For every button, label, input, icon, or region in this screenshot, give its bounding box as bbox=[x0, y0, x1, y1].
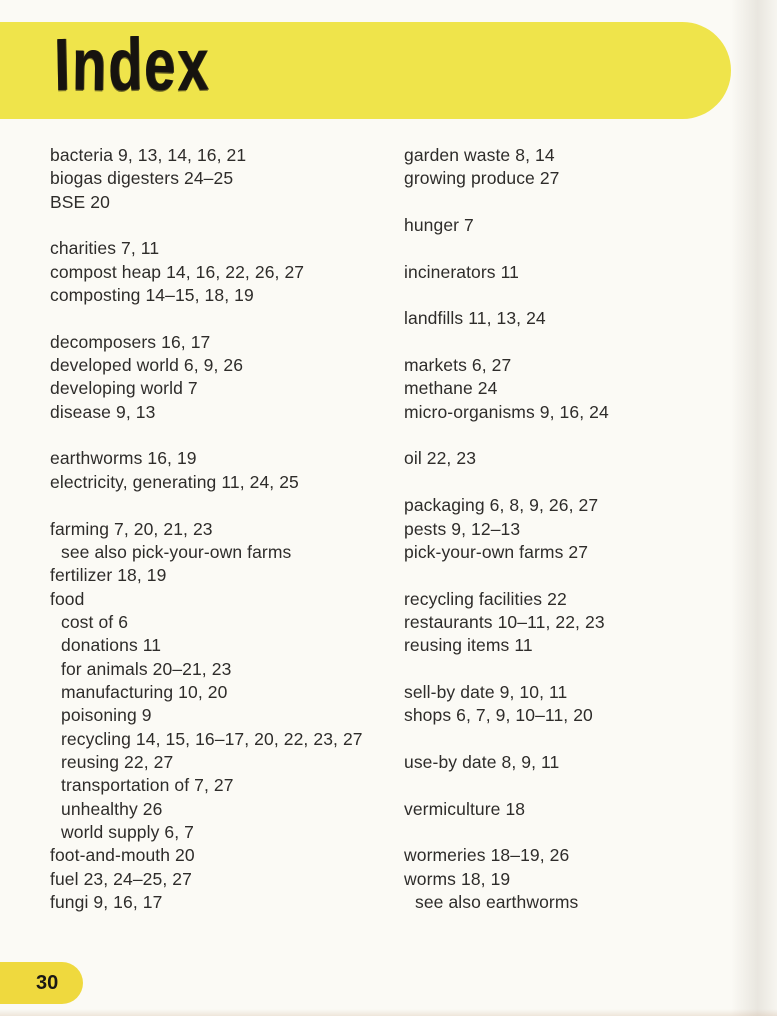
index-entry: restaurants 10–11, 22, 23 bbox=[404, 611, 605, 632]
index-entry: methane 24 bbox=[404, 378, 498, 399]
index-entry: packaging 6, 8, 9, 26, 27 bbox=[404, 495, 599, 516]
index-entry: markets 6, 27 bbox=[404, 355, 512, 376]
index-entry: see also pick-your-own farms bbox=[61, 541, 292, 562]
index-entry: growing produce 27 bbox=[404, 168, 560, 189]
index-entry: developing world 7 bbox=[50, 378, 198, 399]
index-entry: reusing items 11 bbox=[404, 635, 533, 656]
index-entry bbox=[404, 331, 739, 354]
index-entry: poisoning 9 bbox=[61, 705, 152, 726]
index-column-left bbox=[50, 144, 398, 914]
page-number: 30 bbox=[36, 971, 59, 994]
index-entry: wormeries 18–19, 26 bbox=[404, 845, 570, 866]
index-entry: manufacturing 10, 20 bbox=[61, 681, 228, 702]
index-entry: cost of 6 bbox=[61, 611, 129, 632]
index-entry bbox=[404, 191, 739, 214]
index-entry: earthworms 16, 19 bbox=[50, 448, 197, 469]
index-entry: decomposers 16, 17 bbox=[50, 331, 211, 352]
index-entry: transportation of 7, 27 bbox=[61, 775, 234, 796]
index-title-banner bbox=[0, 22, 731, 119]
index-entry bbox=[404, 774, 739, 797]
index-entry: landfills 11, 13, 24 bbox=[404, 308, 546, 329]
index-entry: foot-and-mouth 20 bbox=[50, 845, 195, 866]
index-entry: see also earthworms bbox=[415, 892, 579, 912]
page-number-badge bbox=[0, 962, 83, 1004]
index-entry bbox=[50, 307, 398, 330]
index-entry: fuel 23, 24–25, 27 bbox=[50, 868, 192, 889]
index-entry: recycling 14, 15, 16–17, 20, 22, 23, 27 bbox=[61, 728, 363, 749]
index-entry: for animals 20–21, 23 bbox=[61, 658, 232, 679]
index-entry: electricity, generating 11, 24, 25 bbox=[50, 471, 299, 492]
index-entry: micro-organisms 9, 16, 24 bbox=[404, 401, 609, 422]
index-entry bbox=[404, 471, 739, 494]
index-entry bbox=[50, 214, 398, 237]
index-entry: disease 9, 13 bbox=[50, 401, 156, 422]
index-entry: use-by date 8, 9, 11 bbox=[404, 751, 560, 772]
index-entry: composting 14–15, 18, 19 bbox=[50, 285, 254, 306]
index-entry bbox=[404, 424, 739, 447]
index-entry bbox=[404, 237, 739, 260]
index-entry bbox=[50, 494, 398, 517]
index-entry: reusing 22, 27 bbox=[61, 751, 174, 772]
index-entry: donations 11 bbox=[61, 635, 162, 656]
index-entry bbox=[404, 821, 739, 844]
index-entry: charities 7, 11 bbox=[50, 238, 160, 259]
index-entry: pick-your-own farms 27 bbox=[404, 541, 589, 562]
index-entry: food bbox=[50, 588, 85, 609]
index-column-right bbox=[404, 144, 739, 914]
index-entry: hunger 7 bbox=[404, 215, 474, 236]
index-entry: unhealthy 26 bbox=[61, 798, 163, 819]
index-entry: fungi 9, 16, 17 bbox=[50, 892, 163, 912]
index-entry bbox=[404, 284, 739, 307]
index-entry: biogas digesters 24–25 bbox=[50, 168, 234, 189]
page-edge-shadow-bottom bbox=[0, 1009, 777, 1016]
index-entry: vermiculture 18 bbox=[404, 798, 526, 819]
index-entry: oil 22, 23 bbox=[404, 448, 477, 469]
index-entry: farming 7, 20, 21, 23 bbox=[50, 518, 213, 539]
index-entry: world supply 6, 7 bbox=[61, 821, 195, 842]
index-entry: fertilizer 18, 19 bbox=[50, 565, 167, 586]
index-entry: garden waste 8, 14 bbox=[404, 145, 555, 165]
index-entry: shops 6, 7, 9, 10–11, 20 bbox=[404, 705, 593, 726]
index-entry: recycling facilities 22 bbox=[404, 588, 567, 609]
index-entry: BSE 20 bbox=[50, 191, 110, 212]
index-entry bbox=[404, 658, 739, 681]
index-entry: developed world 6, 9, 26 bbox=[50, 355, 244, 376]
index-entry bbox=[404, 728, 739, 751]
page-title: Index bbox=[53, 21, 211, 107]
index-entry: sell-by date 9, 10, 11 bbox=[404, 681, 568, 702]
index-entry bbox=[50, 424, 398, 447]
index-entry: incinerators 11 bbox=[404, 261, 519, 282]
index-entry: worms 18, 19 bbox=[404, 868, 511, 889]
index-entry bbox=[404, 564, 739, 587]
index-entry: pests 9, 12–13 bbox=[404, 518, 521, 539]
index-entry: bacteria 9, 13, 14, 16, 21 bbox=[50, 145, 247, 165]
index-entry: compost heap 14, 16, 22, 26, 27 bbox=[50, 261, 305, 282]
